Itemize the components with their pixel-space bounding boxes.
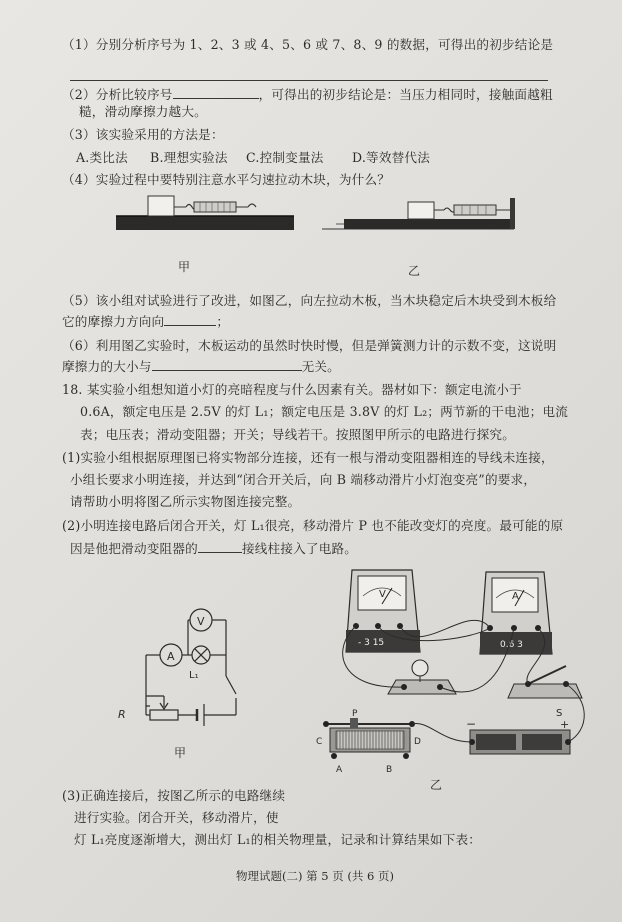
question-5-line-1: （5）该小组对试验进行了改进，如图乙，向左拉动木板，当木块稳定后木块受到木板给	[62, 293, 557, 308]
option-d: D.等效替代法	[352, 150, 431, 165]
subq-3-line-1: (3)正确连接后，按图乙所示的电路继续	[62, 788, 286, 803]
question-3-text: （3）该实验采用的方法是：	[62, 127, 224, 142]
subq-3-line-2: 进行实验。闭合开关，移动滑片，使	[74, 810, 279, 825]
rheostat-label-a: A	[336, 765, 343, 775]
question-6-line-1: （6）利用图乙实验时，木板运动的虽然时快时慢，但是弹簧测力计的示数不变，这说明	[62, 338, 557, 353]
figure-caption-friction-b: 乙	[408, 264, 421, 278]
subq-3-line-3: 灯 L₁亮度逐渐增大，测出灯 L₁的相关物理量，记录和计算结果如下表：	[74, 832, 482, 847]
question-2-cont: 糙，滑动摩擦力越大。	[79, 104, 207, 119]
ammeter-terminal-labels: 0.6 3	[500, 640, 523, 650]
figure-caption-friction-a: 甲	[178, 260, 191, 274]
switch-label: S	[556, 708, 563, 719]
rheostat-label-c: C	[316, 737, 323, 747]
s2-text-b: 接线柱接入了电路。	[241, 541, 358, 556]
q5-text-b: ；	[216, 314, 230, 329]
q5-text-a: 它的摩擦力方向向	[62, 314, 165, 329]
question-18-line-1: 18. 某实验小组想知道小灯的亮暗程度与什么因素有关。器材如下：额定电流小于	[62, 382, 522, 397]
rheostat-device	[323, 718, 415, 759]
subq-1-line-1: (1)实验小组根据原理图已将实物部分连接，还有一根与滑动变阻器相连的导线未连接，	[62, 450, 554, 465]
figure-caption-apparatus: 乙	[430, 778, 443, 792]
battery-device	[469, 730, 571, 754]
subq-1-line-3: 请帮助小明将图乙所示实物图连接完整。	[70, 494, 301, 509]
lamp-label: L₁	[189, 670, 199, 681]
subq-2-line-1: (2)小明连接电路后闭合开关，灯 L₁很亮，移动滑片 P 也不能改变灯的亮度。最可能的原	[62, 518, 564, 533]
question-18-line-3: 表；电压表；滑动变阻器；开关；导线若干。按照图甲所示的电路进行探究。	[80, 427, 515, 442]
question-1-text: （1）分别分析序号为 1、2、3 或 4、5、6 或 7、8、9 的数据，可得出的初步结论是	[62, 37, 554, 52]
voltmeter-label: V	[197, 615, 205, 628]
subq-1-line-2: 小组长要求小明连接，并达到“闭合开关后，向 B 端移动滑片小灯泡变亮”的要求，	[70, 472, 537, 487]
battery-plus-label: +	[560, 718, 570, 731]
q6-text-a: 摩擦力的大小与	[62, 359, 152, 374]
ammeter-label: A	[167, 650, 175, 663]
rheostat-label-p: P	[352, 709, 358, 719]
rheostat-label: R	[118, 708, 126, 721]
s2-text-a: 因是他把滑动变阻器的	[70, 541, 198, 556]
question-18-line-2: 0.6A，额定电压是 2.5V 的灯 L₁；额定电压是 3.8V 的灯 L₂；两节新的干电池；电流	[80, 404, 569, 419]
q2-text-b: ，可得出的初步结论是：当压力相同时，接触面越粗	[258, 87, 553, 102]
figure-caption-circuit: 甲	[174, 746, 187, 760]
switch-device	[508, 666, 582, 698]
battery-minus-label: −	[466, 717, 477, 731]
question-4-text: （4）实验过程中要特别注意水平匀速拉动木块，为什么？	[62, 172, 391, 187]
ammeter-face-label: A	[512, 591, 519, 602]
voltmeter-terminal-labels: - 3 15	[358, 638, 385, 648]
q2-text-a: （2）分析比较序号	[62, 87, 173, 102]
rheostat-label-b: B	[386, 765, 393, 775]
option-a: A.类比法	[76, 150, 128, 165]
rheostat-label-d: D	[414, 737, 421, 747]
page-footer: 物理试题(二) 第 5 页 (共 6 页)	[236, 869, 395, 883]
q6-text-b: 无关。	[301, 359, 340, 374]
option-c: C.控制变量法	[246, 150, 324, 165]
voltmeter-face-label: V	[379, 589, 386, 600]
option-b: B.理想实验法	[150, 150, 228, 165]
